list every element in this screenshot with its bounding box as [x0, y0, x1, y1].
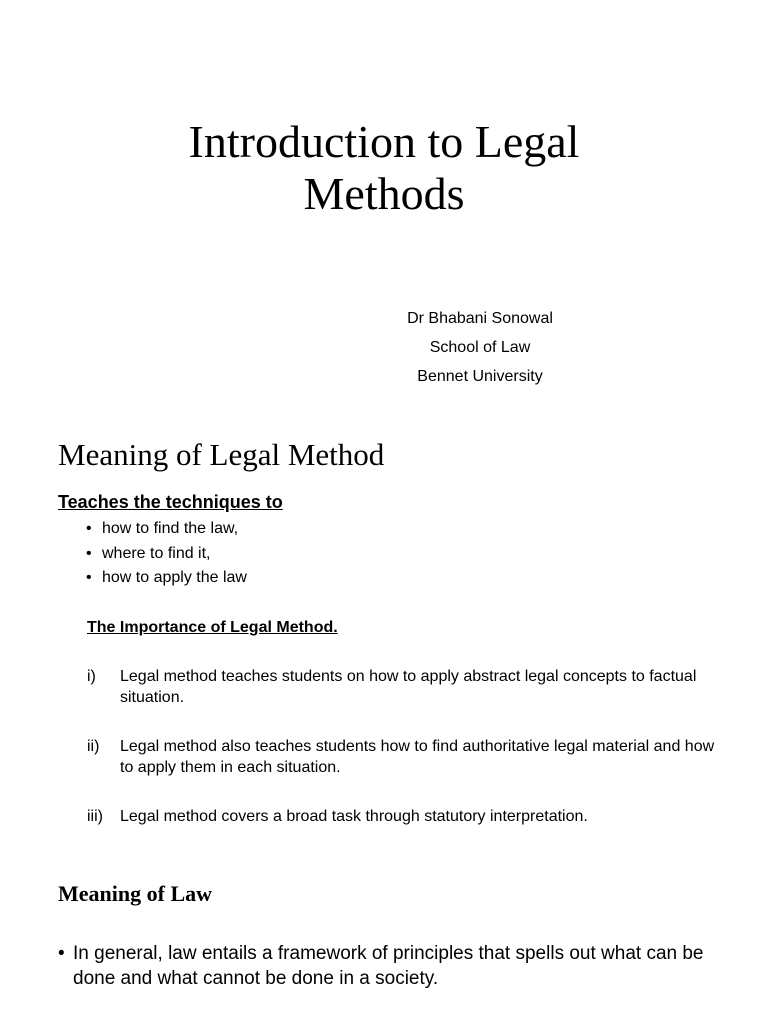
item-number: i) — [87, 668, 96, 685]
numbered-item — [87, 666, 727, 708]
subheading-teaches-techniques: Teaches the techniques to — [58, 492, 283, 512]
numbered-item — [87, 806, 727, 827]
author-department: School of Law — [429, 339, 531, 356]
list-item — [86, 542, 247, 567]
section-heading-meaning-of-legal-method: Meaning of Legal Method — [58, 437, 385, 472]
author-block — [330, 304, 630, 391]
subheading-importance-of-legal-method: The Importance of Legal Method. — [87, 619, 338, 636]
bullet-icon: • — [86, 569, 92, 586]
section-heading-meaning-of-law: Meaning of Law — [58, 881, 212, 906]
list-item-text: how to apply the law — [102, 569, 247, 586]
item-text: Legal method teaches students on how to apply abstract legal concepts to factual situation. — [120, 668, 697, 706]
item-text: Legal method covers a broad task through statutory interpretation. — [120, 808, 588, 825]
list-item — [86, 517, 247, 542]
techniques-bullet-list — [86, 517, 247, 591]
law-definition-text: In general, law entails a framework of principles that spells out what can be done and what cannot be done in a society. — [73, 943, 704, 989]
bullet-icon: • — [86, 520, 92, 537]
list-item-text: where to find it, — [102, 544, 211, 562]
bullet-icon: • — [58, 943, 65, 964]
title-line-1: Introduction to Legal — [188, 116, 580, 167]
bullet-icon: • — [86, 544, 92, 562]
item-number: iii) — [87, 808, 103, 825]
author-name: Dr Bhabani Sonowal — [407, 310, 553, 327]
title-line-2: Methods — [303, 168, 465, 219]
list-item-text: how to find the law, — [102, 520, 239, 537]
numbered-item — [87, 736, 727, 778]
author-institution: Bennet University — [417, 368, 543, 385]
item-number: ii) — [87, 738, 100, 755]
document-title — [0, 116, 768, 220]
law-definition-bullet — [58, 942, 738, 991]
item-text: Legal method also teaches students how to find authoritative legal material and how to apply them in each situation. — [120, 738, 715, 776]
list-item — [86, 566, 247, 591]
